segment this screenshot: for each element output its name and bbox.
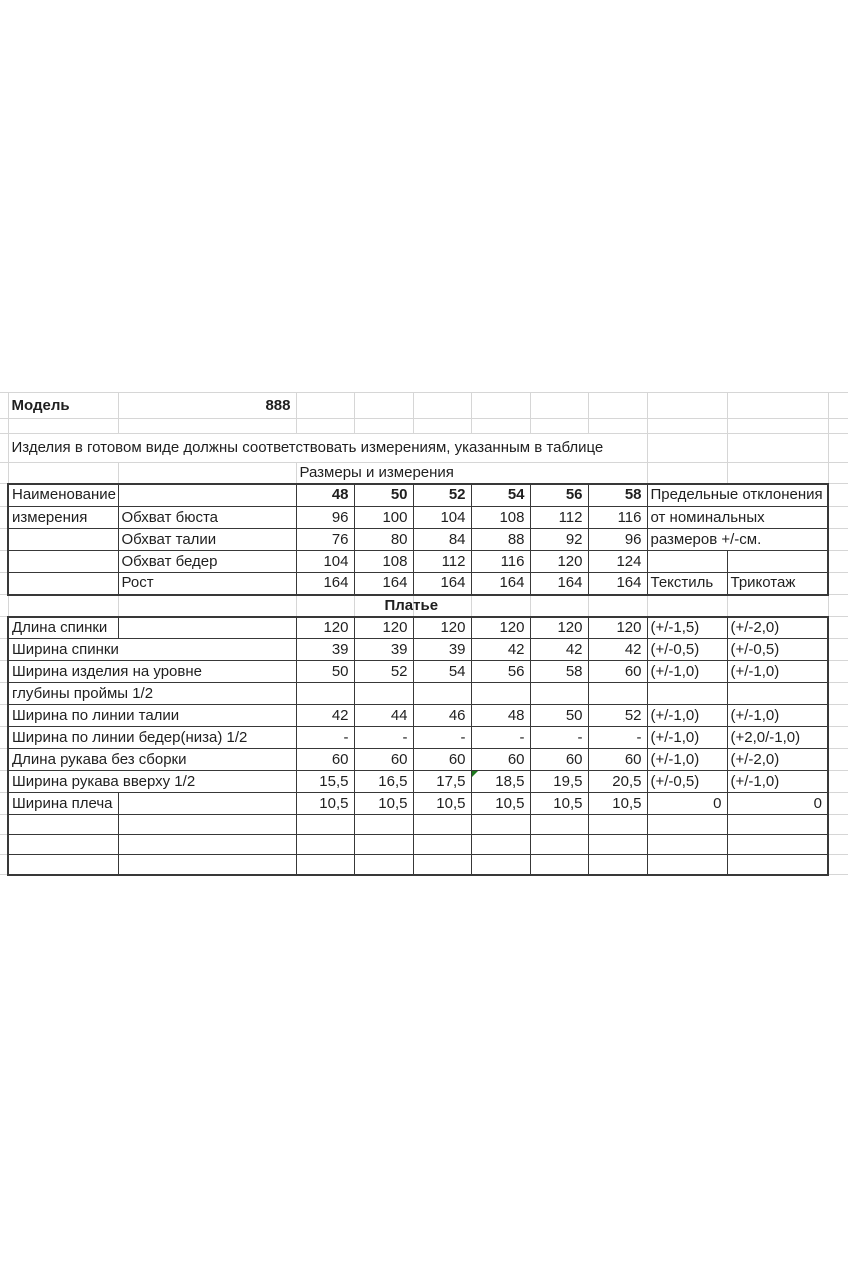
grid-gutter-cell [0, 573, 8, 595]
grid-gutter-cell [0, 683, 8, 705]
size-value-cell: 17,5 [413, 771, 471, 793]
grid-cell [588, 595, 647, 617]
size-value-cell: 10,5 [296, 793, 354, 815]
empty-cell [530, 815, 588, 835]
grid-cell [727, 595, 828, 617]
size-value-cell: 120 [588, 617, 647, 639]
size-value-cell: 96 [296, 507, 354, 529]
dress-measure-row [0, 661, 848, 683]
grid-cell [530, 595, 588, 617]
row-label: Ширина по линии бедер(низа) 1/2 [8, 727, 296, 749]
name-column-header: Наименование [8, 484, 118, 507]
name-column-cell [8, 551, 118, 573]
size-value-cell: 10,5 [471, 793, 530, 815]
empty-cell [118, 793, 296, 815]
name-column-cell [8, 573, 118, 595]
grid-ghost-cell [828, 419, 848, 434]
tolerance-textile-cell: (+/-1,0) [647, 661, 727, 683]
empty-cell [8, 835, 118, 855]
empty-cell [413, 815, 471, 835]
size-value-cell: 120 [296, 617, 354, 639]
size-value-cell: 46 [413, 705, 471, 727]
grid-gutter-cell [0, 661, 8, 683]
tolerance-knit-cell: 0 [727, 793, 828, 815]
size-value-cell: 92 [530, 529, 588, 551]
grid-ghost-cell [828, 463, 848, 484]
section-title: Платье [354, 595, 413, 617]
grid-ghost-cell [828, 793, 848, 815]
size-value-cell: 120 [413, 617, 471, 639]
empty-cell [354, 835, 413, 855]
size-value-cell: 116 [588, 507, 647, 529]
grid-cell [471, 393, 530, 419]
grid-cell [647, 463, 727, 484]
grid-gutter-cell [0, 419, 8, 434]
empty-cell [647, 815, 727, 835]
size-value-cell: 112 [530, 507, 588, 529]
size-value-cell: 164 [413, 573, 471, 595]
grid-gutter-cell [0, 639, 8, 661]
empty-cell [354, 815, 413, 835]
measure-row [0, 507, 848, 529]
size-value-cell [471, 683, 530, 705]
size-value-cell: 60 [588, 661, 647, 683]
dress-measure-row [0, 771, 848, 793]
size-value-cell: 164 [588, 573, 647, 595]
size-value-cell: 20,5 [588, 771, 647, 793]
tolerance-knit-cell: (+/-1,0) [727, 705, 828, 727]
size-value-cell: 60 [296, 749, 354, 771]
size-value-cell: 108 [471, 507, 530, 529]
empty-cell [588, 855, 647, 875]
row-label: Ширина спинки [8, 639, 296, 661]
grid-gutter-cell [0, 529, 8, 551]
size-value-cell: 164 [354, 573, 413, 595]
grid-gutter-cell [0, 793, 8, 815]
tolerance-knit-cell [727, 551, 828, 573]
size-value-cell: 80 [354, 529, 413, 551]
tolerance-header: Предельные отклонения [647, 484, 828, 507]
size-value-cell [296, 683, 354, 705]
grid-gutter-cell [0, 393, 8, 419]
empty-table-row [0, 815, 848, 835]
size-value-cell: 100 [354, 507, 413, 529]
grid-gutter-cell [0, 835, 8, 855]
grid-gutter-cell [0, 771, 8, 793]
size-value-cell: 108 [354, 551, 413, 573]
grid-cell [296, 393, 354, 419]
dress-measure-row [0, 617, 848, 639]
grid-cell [647, 595, 727, 617]
grid-cell [296, 595, 354, 617]
size-value-cell: 164 [471, 573, 530, 595]
empty-cell [588, 835, 647, 855]
empty-cell [413, 835, 471, 855]
size-value-cell: 50 [296, 661, 354, 683]
tolerance-textile-cell: (+/-1,0) [647, 749, 727, 771]
grid-ghost-cell [828, 855, 848, 875]
grid-cell [530, 393, 588, 419]
size-value-cell: - [413, 727, 471, 749]
grid-ghost-cell [828, 639, 848, 661]
grid-gutter-cell [0, 551, 8, 573]
grid-ghost-cell [828, 835, 848, 855]
row-label: глубины проймы 1/2 [8, 683, 296, 705]
empty-cell [413, 855, 471, 875]
tolerance-textile-cell [647, 683, 727, 705]
empty-cell [530, 855, 588, 875]
row-label: Длина рукава без сборки [8, 749, 296, 771]
model-row [0, 393, 848, 419]
size-value-cell: 54 [413, 661, 471, 683]
size-value-cell: 44 [354, 705, 413, 727]
table-title: Размеры и измерения [296, 463, 647, 484]
grid-gutter-cell [0, 749, 8, 771]
size-value-cell: 10,5 [413, 793, 471, 815]
row-label: Ширина изделия на уровне [8, 661, 296, 683]
size-value-cell: 58 [530, 661, 588, 683]
grid-ghost-cell [828, 683, 848, 705]
grid-cell [588, 419, 647, 434]
tolerance-knit-cell: Трикотаж [727, 573, 828, 595]
grid-cell [530, 419, 588, 434]
empty-cell [727, 835, 828, 855]
size-value-cell: 120 [354, 617, 413, 639]
size-value-cell: 18,5 [471, 771, 530, 793]
size-value-cell: 104 [296, 551, 354, 573]
empty-cell [471, 815, 530, 835]
grid-ghost-cell [828, 771, 848, 793]
size-value-cell: 164 [296, 573, 354, 595]
size-value-cell: - [530, 727, 588, 749]
size-value-cell: - [588, 727, 647, 749]
size-value-cell: 60 [413, 749, 471, 771]
empty-header-cell [118, 484, 296, 507]
measurement-label: Обхват талии [118, 529, 296, 551]
tolerance-knit-cell: (+/-2,0) [727, 749, 828, 771]
measure-row [0, 573, 848, 595]
size-value-cell [530, 683, 588, 705]
grid-cell [118, 595, 296, 617]
grid-cell [727, 434, 828, 463]
empty-cell [647, 835, 727, 855]
dress-measure-row [0, 683, 848, 705]
grid-cell [647, 434, 727, 463]
tolerance-textile-cell: (+/-1,0) [647, 727, 727, 749]
grid-cell [727, 393, 828, 419]
grid-ghost-cell [828, 727, 848, 749]
tolerance-textile-cell: Текстиль [647, 573, 727, 595]
size-value-cell: 120 [530, 617, 588, 639]
grid-cell [413, 393, 471, 419]
size-value-cell: 48 [471, 705, 530, 727]
grid-gutter-cell [0, 507, 8, 529]
size-column-header: 48 [296, 484, 354, 507]
grid-cell [8, 419, 118, 434]
model-label: Модель [8, 393, 118, 419]
size-value-cell: 15,5 [296, 771, 354, 793]
size-value-cell: 52 [354, 661, 413, 683]
size-value-cell [588, 683, 647, 705]
grid-ghost-cell [828, 573, 848, 595]
size-value-cell: 39 [354, 639, 413, 661]
size-value-cell: 164 [530, 573, 588, 595]
table-title-row [0, 463, 848, 484]
size-value-cell: - [354, 727, 413, 749]
tolerance-textile-cell: (+/-1,5) [647, 617, 727, 639]
size-value-cell: 10,5 [530, 793, 588, 815]
grid-gutter-cell [0, 727, 8, 749]
size-value-cell: 104 [413, 507, 471, 529]
empty-cell [118, 617, 296, 639]
grid-ghost-cell [828, 393, 848, 419]
empty-cell [727, 855, 828, 875]
size-value-cell: 50 [530, 705, 588, 727]
note-row [0, 434, 848, 463]
grid-ghost-cell [828, 815, 848, 835]
grid-cell [118, 419, 296, 434]
size-value-cell: 39 [296, 639, 354, 661]
grid-cell [727, 463, 828, 484]
row-label: Ширина плеча [8, 793, 118, 815]
size-column-header: 58 [588, 484, 647, 507]
empty-cell [471, 855, 530, 875]
row-label: Длина спинки [8, 617, 118, 639]
empty-cell [727, 815, 828, 835]
name-column-cell: измерения [8, 507, 118, 529]
size-value-cell: 88 [471, 529, 530, 551]
empty-cell [118, 835, 296, 855]
size-value-cell: - [471, 727, 530, 749]
tolerance-textile-cell: (+/-0,5) [647, 771, 727, 793]
row-label: Ширина по линии талии [8, 705, 296, 727]
spacer-row [0, 419, 848, 434]
grid-cell [413, 419, 471, 434]
grid-ghost-cell [828, 595, 848, 617]
size-value-cell: 42 [471, 639, 530, 661]
grid-ghost-cell [828, 551, 848, 573]
measurement-label: Обхват бедер [118, 551, 296, 573]
tolerance-knit-cell: (+/-0,5) [727, 639, 828, 661]
grid-cell [647, 393, 727, 419]
measure-row [0, 551, 848, 573]
grid-cell [8, 463, 118, 484]
tolerance-knit-cell: (+/-1,0) [727, 661, 828, 683]
size-value-cell: 42 [588, 639, 647, 661]
cell-error-indicator-icon [472, 771, 478, 777]
grid-cell [8, 595, 118, 617]
measurement-label: Обхват бюста [118, 507, 296, 529]
grid-gutter-cell [0, 595, 8, 617]
grid-cell [471, 419, 530, 434]
section-title-row [0, 595, 848, 617]
grid-gutter-cell [0, 617, 8, 639]
dress-measure-row [0, 727, 848, 749]
size-value-cell: 120 [530, 551, 588, 573]
size-value-cell: 84 [413, 529, 471, 551]
size-value-cell: 52 [588, 705, 647, 727]
empty-cell [296, 855, 354, 875]
dress-measure-row [0, 705, 848, 727]
tolerance-textile-cell [647, 551, 727, 573]
grid-cell [727, 419, 828, 434]
size-value-cell: 116 [471, 551, 530, 573]
grid-gutter-cell [0, 855, 8, 875]
grid-ghost-cell [828, 434, 848, 463]
grid-gutter-cell [0, 434, 8, 463]
size-value-cell [354, 683, 413, 705]
note-text: Изделия в готовом виде должны соответствовать измерениям, указанным в таблице [8, 434, 647, 463]
empty-cell [354, 855, 413, 875]
empty-cell [530, 835, 588, 855]
empty-cell [118, 855, 296, 875]
size-value-cell: 96 [588, 529, 647, 551]
size-value-cell: 60 [530, 749, 588, 771]
grid-ghost-cell [828, 661, 848, 683]
tolerance-note-cell: размеров +/-см. [647, 529, 828, 551]
grid-gutter-cell [0, 815, 8, 835]
size-value-cell: 60 [354, 749, 413, 771]
grid-cell [354, 393, 413, 419]
size-value-cell: 19,5 [530, 771, 588, 793]
tolerance-textile-cell: (+/-0,5) [647, 639, 727, 661]
tolerance-knit-cell: (+/-1,0) [727, 771, 828, 793]
size-value-cell: 56 [471, 661, 530, 683]
size-column-header: 56 [530, 484, 588, 507]
dress-measure-row [0, 639, 848, 661]
size-value-cell: 16,5 [354, 771, 413, 793]
grid-cell [647, 419, 727, 434]
grid-ghost-cell [828, 529, 848, 551]
grid-cell [296, 419, 354, 434]
size-value-cell: 42 [530, 639, 588, 661]
row-label: Ширина рукава вверху 1/2 [8, 771, 296, 793]
size-value-cell: 76 [296, 529, 354, 551]
empty-cell [296, 835, 354, 855]
size-value-cell: 60 [471, 749, 530, 771]
size-column-header: 50 [354, 484, 413, 507]
empty-cell [8, 815, 118, 835]
empty-cell [471, 835, 530, 855]
size-header-row [0, 484, 848, 507]
size-value-cell: 10,5 [354, 793, 413, 815]
dress-measure-row [0, 793, 848, 815]
size-value-cell: 39 [413, 639, 471, 661]
grid-ghost-cell [828, 617, 848, 639]
size-value-cell: 60 [588, 749, 647, 771]
empty-cell [588, 815, 647, 835]
measure-row [0, 529, 848, 551]
size-value-cell: 120 [471, 617, 530, 639]
dress-measure-row [0, 749, 848, 771]
tolerance-textile-cell: (+/-1,0) [647, 705, 727, 727]
grid-ghost-cell [828, 705, 848, 727]
grid-gutter-cell [0, 484, 8, 507]
empty-cell [296, 815, 354, 835]
grid-cell [471, 595, 530, 617]
tolerance-textile-cell: 0 [647, 793, 727, 815]
size-column-header: 52 [413, 484, 471, 507]
empty-table-row [0, 835, 848, 855]
grid-cell [354, 419, 413, 434]
size-value-cell: 124 [588, 551, 647, 573]
size-column-header: 54 [471, 484, 530, 507]
empty-cell [118, 815, 296, 835]
grid-gutter-cell [0, 463, 8, 484]
size-value-cell [413, 683, 471, 705]
model-value: 888 [118, 393, 296, 419]
grid-gutter-cell [0, 705, 8, 727]
empty-cell [647, 855, 727, 875]
size-value-cell: - [296, 727, 354, 749]
measurement-label: Рост [118, 573, 296, 595]
empty-table-row [0, 855, 848, 875]
name-column-cell [8, 529, 118, 551]
size-value-cell: 42 [296, 705, 354, 727]
size-value-cell: 10,5 [588, 793, 647, 815]
grid-ghost-cell [828, 484, 848, 507]
grid-cell [118, 463, 296, 484]
tolerance-knit-cell [727, 683, 828, 705]
grid-ghost-cell [828, 507, 848, 529]
empty-cell [8, 855, 118, 875]
tolerance-knit-cell: (+/-2,0) [727, 617, 828, 639]
size-chart-sheet [0, 392, 848, 876]
size-value-cell: 112 [413, 551, 471, 573]
tolerance-note-cell: от номинальных [647, 507, 828, 529]
tolerance-knit-cell: (+2,0/-1,0) [727, 727, 828, 749]
grid-cell [588, 393, 647, 419]
grid-ghost-cell [828, 749, 848, 771]
